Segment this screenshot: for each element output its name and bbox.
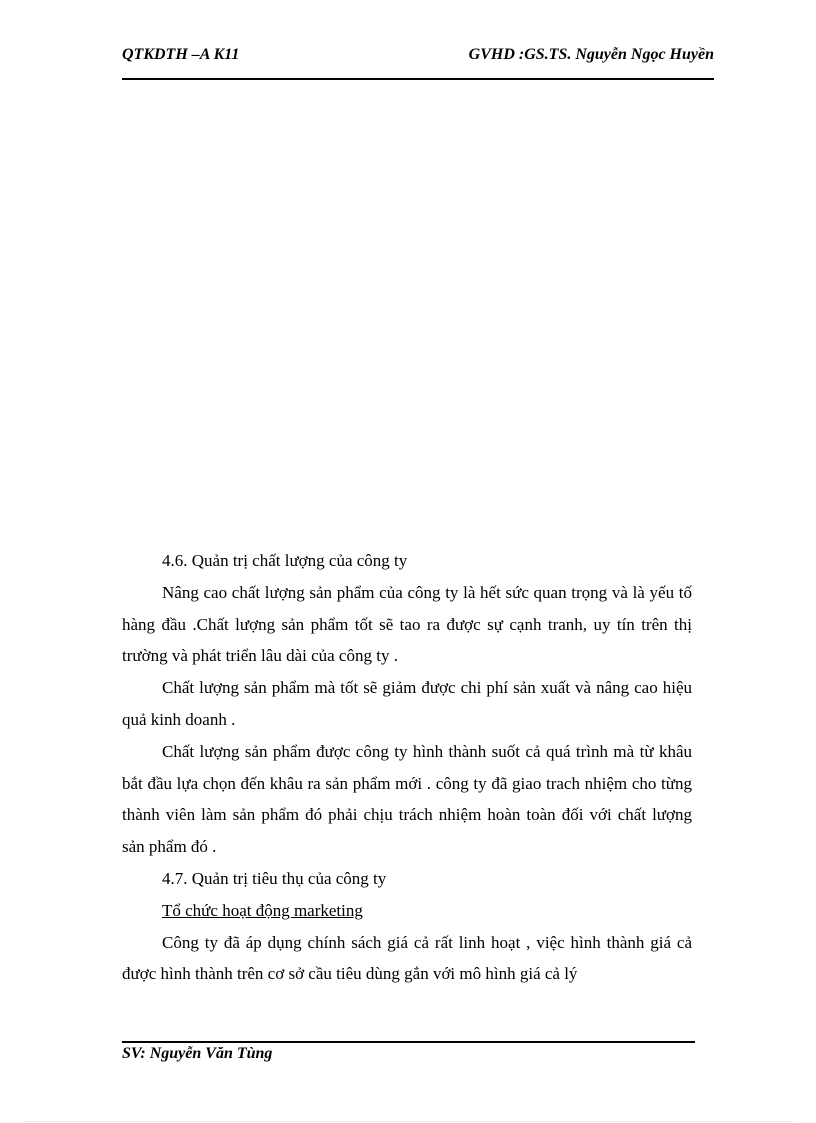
footer-rule [122, 1041, 695, 1043]
header-course-code: QTKDTH –A K11 [122, 46, 240, 63]
document-body [122, 545, 692, 990]
paragraph-2: Chất lượng sản phẩm mà tốt sẽ giảm được chi phí sản xuất và nâng cao hiệu quả kinh doanh . [122, 678, 692, 729]
paragraph-1: Nâng cao chất lượng sản phẩm của công ty là hết sức quan trọng và là yếu tố hàng đầu .Chất lượng sản phẩm tốt sẽ tao ra được sự cạnh tranh, uy tín trên thị trường và phát triển lâu dài của công ty . [122, 582, 692, 666]
page-edge [24, 1121, 794, 1122]
section-heading-4-7: 4.7. Quản trị tiêu thụ của công ty [162, 868, 387, 888]
section-heading-4-6: 4.6. Quản trị chất lượng của công ty [162, 551, 408, 570]
footer-student: SV: Nguyễn Văn Tùng [122, 1045, 273, 1062]
header-supervisor: GVHD :GS.TS. Nguyễn Ngọc Huyền [468, 46, 714, 63]
header-rule [122, 78, 714, 80]
paragraph-4: Công ty đã áp dụng chính sách giá cả rất linh hoạt , việc hình thành giá cả được hình thành trên cơ sở cầu tiêu dùng gắn với mô hình giá cả lý [122, 932, 692, 984]
page-header [122, 46, 714, 70]
subheading-marketing: Tổ chức hoạt động marketing [162, 900, 363, 920]
paragraph-3: Chất lượng sản phẩm được công ty hình thành suốt cả quá trình mà từ khâu bắt đầu lựa chọn đến khâu ra sản phẩm mới . công ty đã giao trach nhiệm cho từng thành viên làm sản phẩm đó phải chịu trách nhiệm hoàn toàn đối với chất lượng sản phẩm đó . [122, 741, 692, 857]
